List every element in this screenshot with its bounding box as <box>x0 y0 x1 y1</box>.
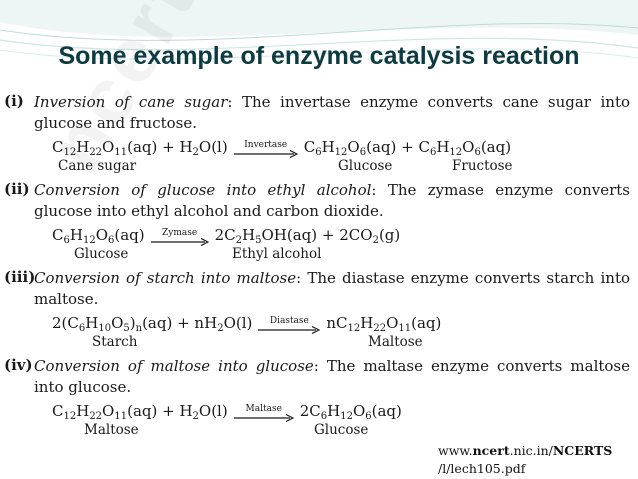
item-description <box>34 356 630 398</box>
compound-label: Ethyl alcohol <box>232 246 322 262</box>
enzyme-label: Invertase <box>244 140 288 150</box>
item-text: : The diastase enzyme converts starch into maltose. <box>34 269 631 308</box>
item-description <box>34 268 630 310</box>
right-arrow-icon <box>258 326 320 334</box>
compound-label: Fructose <box>452 158 513 174</box>
reaction-equation <box>52 400 638 422</box>
reactant-formula: $C_{12}H_{22}O_{11}(aq) + H_2O(l)$ <box>52 138 228 158</box>
compound-label: Glucose <box>74 246 129 262</box>
source-middle: .nic.in/ <box>509 443 553 458</box>
item-number: (iii) <box>4 268 36 286</box>
item-heading: Conversion of maltose into glucose <box>34 357 314 375</box>
product-formula: $2C_6H_{12}O_6(aq)$ <box>299 402 402 422</box>
enzyme-label: Zymase <box>162 228 198 238</box>
reaction-arrow <box>234 140 298 158</box>
product-formula: $2C_2H_5OH(aq) + 2CO_2(g)$ <box>214 226 401 246</box>
reaction-equation <box>52 136 638 158</box>
content-area <box>0 92 638 442</box>
reaction-item-2 <box>0 180 638 266</box>
reaction-equation <box>52 312 638 334</box>
compound-label: Starch <box>92 334 138 350</box>
product-formula: $C_6H_{12}O_6(aq) + C_6H_{12}O_6(aq)$ <box>303 138 512 158</box>
item-text: : The invertase enzyme converts cane sugar into glucose and fructose. <box>34 93 631 132</box>
source-line-2: /l/lech105.pdf <box>438 461 526 476</box>
reaction-item-4 <box>0 356 638 442</box>
enzyme-label: Diastase <box>269 316 309 326</box>
reaction-equation <box>52 224 638 246</box>
compound-label: Maltose <box>84 422 139 438</box>
item-description <box>34 92 630 134</box>
right-arrow-icon <box>234 414 294 422</box>
reaction-arrow <box>234 404 294 422</box>
source-prefix: www. <box>438 443 473 458</box>
item-number: (i) <box>4 92 24 110</box>
reactant-formula: $C_{12}H_{22}O_{11}(aq) + H_2O(l)$ <box>52 402 228 422</box>
reactant-formula: $2(C_6H_{10}O_5)_n(aq) + nH_2O(l)$ <box>52 314 253 334</box>
compound-label: Maltose <box>368 334 423 350</box>
compound-labels <box>0 158 638 178</box>
product-formula: $nC_{12}H_{22}O_{11}(aq)$ <box>326 314 442 334</box>
compound-labels <box>0 334 638 354</box>
reactant-formula: $C_6H_{12}O_6(aq)$ <box>52 226 145 246</box>
item-number: (iv) <box>4 356 33 374</box>
compound-labels <box>0 422 638 442</box>
enzyme-label: Maltase <box>245 404 282 414</box>
item-number: (ii) <box>4 180 30 198</box>
item-description <box>34 180 630 222</box>
compound-labels <box>0 246 638 266</box>
slide-title: Some example of enzyme catalysis reaction <box>58 42 580 70</box>
compound-label: Glucose <box>314 422 369 438</box>
source-citation <box>438 442 612 478</box>
item-heading: Conversion of starch into maltose <box>34 269 297 287</box>
source-line-1 <box>438 442 612 460</box>
item-text: : The zymase enzyme converts glucose into ethyl alcohol and carbon dioxide. <box>34 181 630 220</box>
reaction-item-3 <box>0 268 638 354</box>
reaction-item-1 <box>0 92 638 178</box>
right-arrow-icon <box>234 150 298 158</box>
source-bold-domain: ncert <box>472 443 510 458</box>
item-text: : The maltase enzyme converts maltose into glucose. <box>34 357 630 396</box>
source-bold-path: NCERTS <box>552 443 613 458</box>
reaction-arrow <box>151 228 209 246</box>
compound-label: Cane sugar <box>58 158 137 174</box>
item-heading: Conversion of glucose into ethyl alcohol <box>34 181 372 199</box>
item-heading: Inversion of cane sugar <box>34 93 228 111</box>
compound-label: Glucose <box>338 158 393 174</box>
right-arrow-icon <box>151 238 209 246</box>
reaction-arrow <box>258 316 320 334</box>
